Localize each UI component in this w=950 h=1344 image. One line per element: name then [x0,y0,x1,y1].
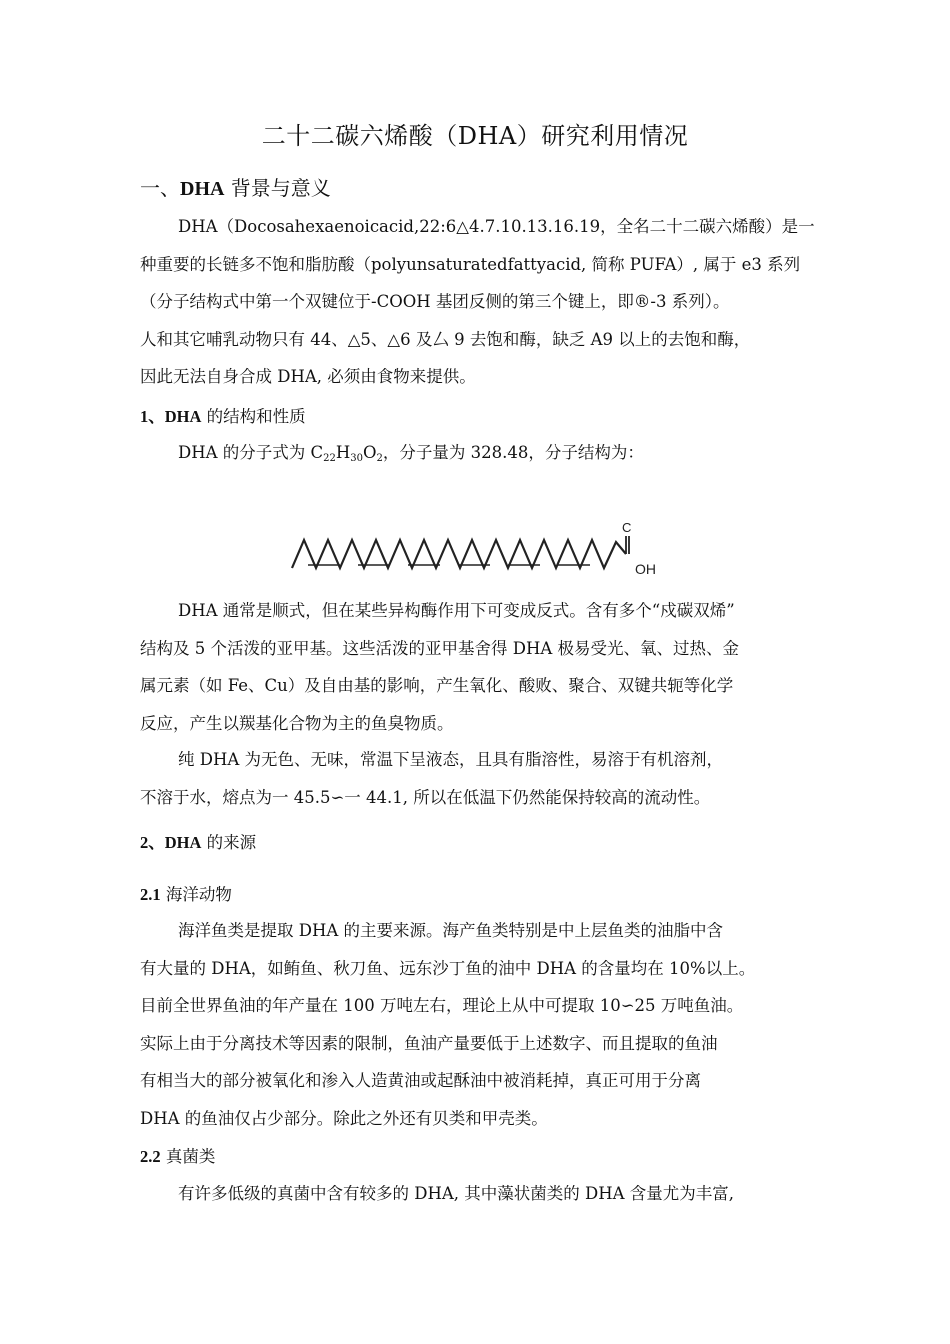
paragraph-line: 人和其它哺乳动物只有 44、△5、△6 及厶 9 去饱和酶，缺乏 A9 以上的去饱和酶， [140,329,751,349]
formula-text: O [363,443,377,462]
subsection-number: 1、 [140,407,165,426]
paragraph-line: 目前全世界鱼油的年产量在 100 万吨左右，理论上从中可提取 10∽25 万吨鱼油。 [140,996,744,1015]
formula-text: DHA 的分子式为 C [178,443,324,462]
formula-subscript: 2 [376,453,383,464]
subsection-heading-1 [140,403,306,427]
paragraph-line: 有相当大的部分被氧化和渗入人造黄油或起酥油中被消耗掉，真正可用于分离 [140,1071,701,1090]
subsection-number: 2.1 [140,885,161,904]
paragraph-line: 纯 DHA 为无色、无味，常温下呈液态，且具有脂溶性，易溶于有机溶剂， [178,750,724,769]
formula-paragraph [140,434,816,472]
formula-text: H [335,443,351,462]
section-title-rest: 背景与意义 [224,176,331,200]
paragraph-line: 反应，产生以羰基化合物为主的鱼臭物质。 [140,713,454,733]
hydroxyl-label: OH [635,561,656,577]
subsection-number: 2.2 [140,1147,161,1166]
subsection-heading-2-2 [140,1143,215,1167]
paragraph-line: （分子结构式中第一个双键位于-COOH 基团反侧的第三个键上，即®-3 系列）。 [140,292,730,311]
subsection-title-rest: 的来源 [201,833,257,852]
paragraph-line: 实际上由于分离技术等因素的限制，鱼油产量要低于上述数字、而且提取的鱼油 [140,1033,718,1053]
paragraph-line: 不溶于水，熔点为一 45.5∽一 44.1, 所以在低温下仍然能保持较高的流动性。 [140,787,711,807]
formula-subscript: 22 [323,453,336,464]
intro-paragraph [140,208,816,396]
paragraph-line: 有大量的 DHA，如鲔鱼、秋刀鱼、远东沙丁鱼的油中 DHA 的含量均在 10%以上。 [140,958,756,978]
document-title: 二十二碳六烯酸（DHA）研究利用情况 [261,122,689,150]
paragraph-line: 种重要的长链多不饱和脂肪酸（polyunsaturatedfattyacid, 简称 PUFA）, 属于 e3 系列 [140,254,801,274]
section-prefix: 一、 [140,176,180,200]
paragraph-line: 属元素（如 Fe、Cu）及自由基的影响，产生氧化、酸败、聚合、双键共轭等化学 [140,676,734,695]
properties-paragraph [140,741,816,816]
carbonyl-label: C [622,520,632,535]
formula-subscript: 30 [350,453,364,464]
paragraph-line: 有许多低级的真菌中含有较多的 DHA, 其中藻状菌类的 DHA 含量尤为丰富, [178,1184,735,1203]
isomer-paragraph [140,592,816,742]
subsection-number: 2、 [140,833,165,852]
subsection-title-rest: 的结构和性质 [201,407,306,426]
section-heading-1 [140,172,331,201]
subsection-keyword: DHA [164,407,202,426]
subsection-heading-2-1 [140,881,232,905]
paragraph-line: 海洋鱼类是提取 DHA 的主要来源。海产鱼类特别是中上层鱼类的油脂中含 [178,921,724,940]
section-keyword: DHA [180,178,225,200]
marine-paragraph [140,912,816,1137]
paragraph-line: 因此无法自身合成 DHA, 必须由食物来提供。 [140,367,476,386]
subsection-title-rest: 真菌类 [160,1147,216,1166]
subsection-keyword: DHA [164,833,202,852]
subsection-heading-2 [140,829,256,853]
paragraph-line: DHA（Docosahexaenoicacid,22:6△4.7.10.13.16.19，全名二十二碳六烯酸）是一 [178,217,815,236]
formula-text: ，分子量为 328.48，分子结构为： [382,443,644,462]
paragraph-line: DHA 的鱼油仅占少部分。除此之外还有贝类和甲壳类。 [140,1108,548,1128]
fungi-paragraph [140,1175,816,1213]
formula-line [140,434,816,472]
paragraph-line: 结构及 5 个活泼的亚甲基。这些活泼的亚甲基舍得 DHA 极易受光、氧、过热、金 [140,638,740,658]
paragraph-line: DHA 通常是顺式，但在某些异构酶作用下可变成反式。含有多个“戍碳双烯” [178,601,735,620]
subsection-title-rest: 海洋动物 [160,885,232,904]
dha-molecular-structure [290,520,670,580]
